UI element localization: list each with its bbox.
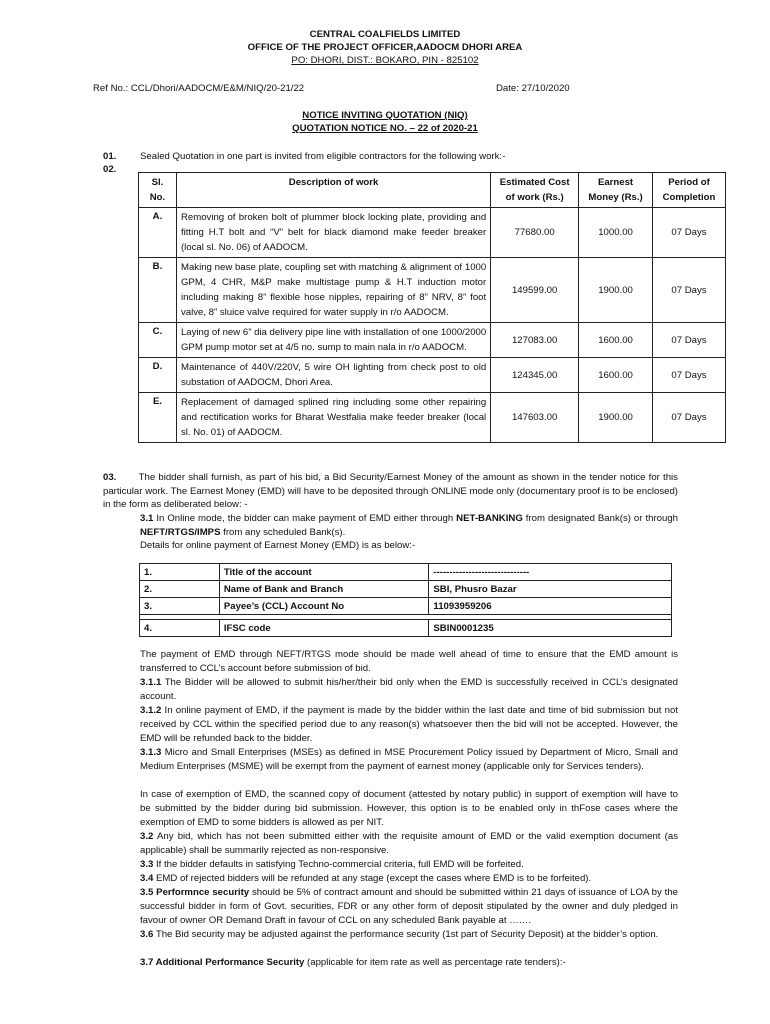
row-cost: 147603.00 [491,393,579,443]
table-row [139,258,726,323]
header-earnest-money: Earnest Money (Rs.) [579,173,653,208]
row-period: 07 Days [653,323,726,358]
clause-3-3-text: If the bidder defaults in satisfying Techno-commercial criteria, full EMD will be forfeited. [153,859,524,870]
bank-row-value: SBI, Phusro Bazar [429,581,672,598]
bank-row-label: Title of the account [219,564,429,581]
clause-3-4-number: 3.4 [140,873,154,884]
row-cost: 127083.00 [491,323,579,358]
clause-3-1-3-text: Micro and Small Enterprises (MSEs) as defined in MSE Procurement Policy issued by Department of Micro, Small and Medium Enterprises (MSME) will be exempt from the payment of earnest money (applicable only for Services tenders). [140,747,678,772]
row-sl: E. [139,393,177,443]
clause-3-3-number: 3.3 [140,859,154,870]
table-row [139,323,726,358]
row-period: 07 Days [653,393,726,443]
table-row [139,358,726,393]
clause-3-2 [140,830,678,858]
bank-details-table [139,563,672,637]
bank-row-num: 1. [140,564,220,581]
clause-3-1-1-number: 3.1.1 [140,677,162,688]
row-description: Replacement of damaged splined ring including some other repairing and rectification works for Bharat Westfalia make feeder breaker (local sl. No. 01) of AADOCM. [176,393,490,443]
row-sl: D. [139,358,177,393]
clause-3-1-2 [140,704,678,746]
clause-3-1-text-3: from any scheduled Bank(s). [220,526,346,538]
clause-3-1-number: 3.1 [140,513,154,524]
neft-rtgs-label: NEFT/RTGS/IMPS [140,526,221,538]
row-cost: 77680.00 [491,208,579,258]
work-table [138,172,726,443]
header-description: Description of work [176,173,490,208]
table-row [140,620,672,637]
bank-row-value: 11093959206 [429,598,672,615]
clause-3-1-text: In Online mode, the bidder can make payment of EMD either through [153,513,457,524]
header-period: Period of Completion [653,173,726,208]
bank-row-value: ------------------------------ [429,564,672,581]
clause-3-7-number: 3.7 Additional Performance Security [140,957,305,968]
clause-3-6 [140,928,678,942]
clause-01-text: Sealed Quotation in one part is invited from eligible contractors for the following work:- [140,151,506,162]
bank-row-label: Name of Bank and Branch [219,581,429,598]
clause-3-1-1 [140,676,678,704]
header-estimated-cost: Estimated Cost of work (Rs.) [491,173,579,208]
clause-3-1-text-2: from designated Bank(s) or through [522,513,678,524]
clause-3-6-text: The Bid security may be adjusted against the performance security (1st part of Security Deposit) at the bidder’s option. [153,929,659,940]
clause-3-1-3-number: 3.1.3 [140,747,162,758]
clause-02-number: 02. [103,164,117,175]
clause-01-number: 01. [103,151,117,162]
row-emd: 1900.00 [579,258,653,323]
row-description: Maintenance of 440V/220V, 5 wire OH lighting from check post to old substation of AADOCM, Dhori Area. [176,358,490,393]
clause-03 [103,471,678,512]
emd-details-intro: Details for online payment of Earnest Money (EMD) is as below:- [140,540,416,551]
row-sl: A. [139,208,177,258]
row-period: 07 Days [653,258,726,323]
row-emd: 1600.00 [579,323,653,358]
row-emd: 1000.00 [579,208,653,258]
row-description: Making new base plate, coupling set with matching & alignment of 1000 GPM, 4 CHR, M&P make multistage pump & H.T induction motor including making 8” flexible hose nipples, repairing of 8” NRV, 8” foot valve, 8” sluice valve required for water supply in r/o AADOCM. [176,258,490,323]
office-name: OFFICE OF THE PROJECT OFFICER,AADOCM DHORI AREA [247,42,523,53]
clause-03-intro: The bidder shall furnish, as part of his bid, a Bid Security/Earnest Money of the amount as shown in the tender notice for this particular work. The Earnest Money (EMD) will have to be deposited through ONLINE mode only (documentary proof is to be enclosed) in the form as deliberated below: - [103,472,678,510]
row-period: 07 Days [653,358,726,393]
row-description: Laying of new 6” dia delivery pipe line with installation of one 1000/2000 GPM pump motor set at 4/5 no. sump to main nala in r/o AADOCM. [176,323,490,358]
clause-3-1-3 [140,746,678,774]
row-emd: 1900.00 [579,393,653,443]
clause-3-5 [140,886,678,928]
clause-3-4-text: EMD of rejected bidders will be refunded at any stage (except the cases where EMD is to be forfeited). [153,873,592,884]
clause-3-7-text: (applicable for item rate as well as percentage rate tenders):- [304,957,566,968]
row-emd: 1600.00 [579,358,653,393]
clause-3-3 [140,858,678,872]
notice-title: NOTICE INVITING QUOTATION (NIQ) [302,110,468,121]
row-period: 07 Days [653,208,726,258]
clause-3-1-2-text: In online payment of EMD, if the payment is made by the bidder within the last date and time of bid submission but not received by CCL within the specified period due to any reason(s) whatsoever then the bid will not be accepted. However, the EMD will be refunded back to the bidder. [140,705,678,744]
neft-paragraph: The payment of EMD through NEFT/RTGS mode should be made well ahead of time to ensure that the EMD amount is transferred to CCL’s account before submission of bid. [140,649,678,674]
table-row [140,581,672,598]
clause-3-4 [140,872,678,886]
notice-number: QUOTATION NOTICE NO. – 22 of 2020-21 [292,123,478,134]
row-sl: B. [139,258,177,323]
reference-number: Ref No.: CCL/Dhori/AADOCM/E&M/NIQ/20-21/22 [93,83,305,94]
header-sl-no: Sl. No. [139,173,177,208]
table-row [139,208,726,258]
bank-row-label: IFSC code [219,620,429,637]
office-address: PO: DHORI, DIST.: BOKARO, PIN - 825102 [291,55,479,66]
bank-row-num: 3. [140,598,220,615]
clause-3-1-1-text: The Bidder will be allowed to submit his/her/their bid only when the EMD is successfully received in CCL’s designated account. [140,677,678,702]
bank-row-num: 2. [140,581,220,598]
clause-3-5-text: should be 5% of contract amount and should be submitted within 21 days of issuance of LOA by the successful bidder in form of Govt. securities, FDR or any other form of deposit stipulated by the owner and duly pledged in favour of owner OR Demand Draft in favour of CCL on any scheduled Bank payable at ……. [140,887,678,926]
row-description: Removing of broken bolt of plummer block locking plate, providing and fitting H.T bolt and “V” belt for black diamond make feeder breaker (local sl. No. 06) of AADOCM. [176,208,490,258]
net-banking-label: NET-BANKING [456,513,523,524]
clause-3-7 [140,956,678,970]
company-name: CENTRAL COALFIELDS LIMITED [309,29,461,40]
notice-date: Date: 27/10/2020 [496,83,570,94]
clause-03-number: 03. [103,472,117,483]
bank-row-value: SBIN0001235 [429,620,672,637]
table-row [139,393,726,443]
exemption-paragraph: In case of exemption of EMD, the scanned copy of document (attested by notary public) in support of exemption will have to be submitted by the bidder during bid submission. However, this option is to be enabled only in thFose cases where the exemption of EMD to some bidders is allowed as per NIT. [140,789,678,828]
clause-3-2-text: Any bid, which has not been submitted either with the requisite amount of EMD or the valid exemption document (as applicable) shall be summarily rejected as non-responsive. [140,831,678,856]
table-row [140,564,672,581]
clause-3-1-2-number: 3.1.2 [140,705,162,716]
row-cost: 124345.00 [491,358,579,393]
bank-row-label: Payee’s (CCL) Account No [219,598,429,615]
clause-3-2-number: 3.2 [140,831,154,842]
bank-row-num: 4. [140,620,220,637]
clause-3-5-number: 3.5 Performnce security [140,887,250,898]
row-sl: C. [139,323,177,358]
table-row [140,598,672,615]
clause-3-6-number: 3.6 [140,929,154,940]
row-cost: 149599.00 [491,258,579,323]
clause-3-1 [140,512,678,539]
